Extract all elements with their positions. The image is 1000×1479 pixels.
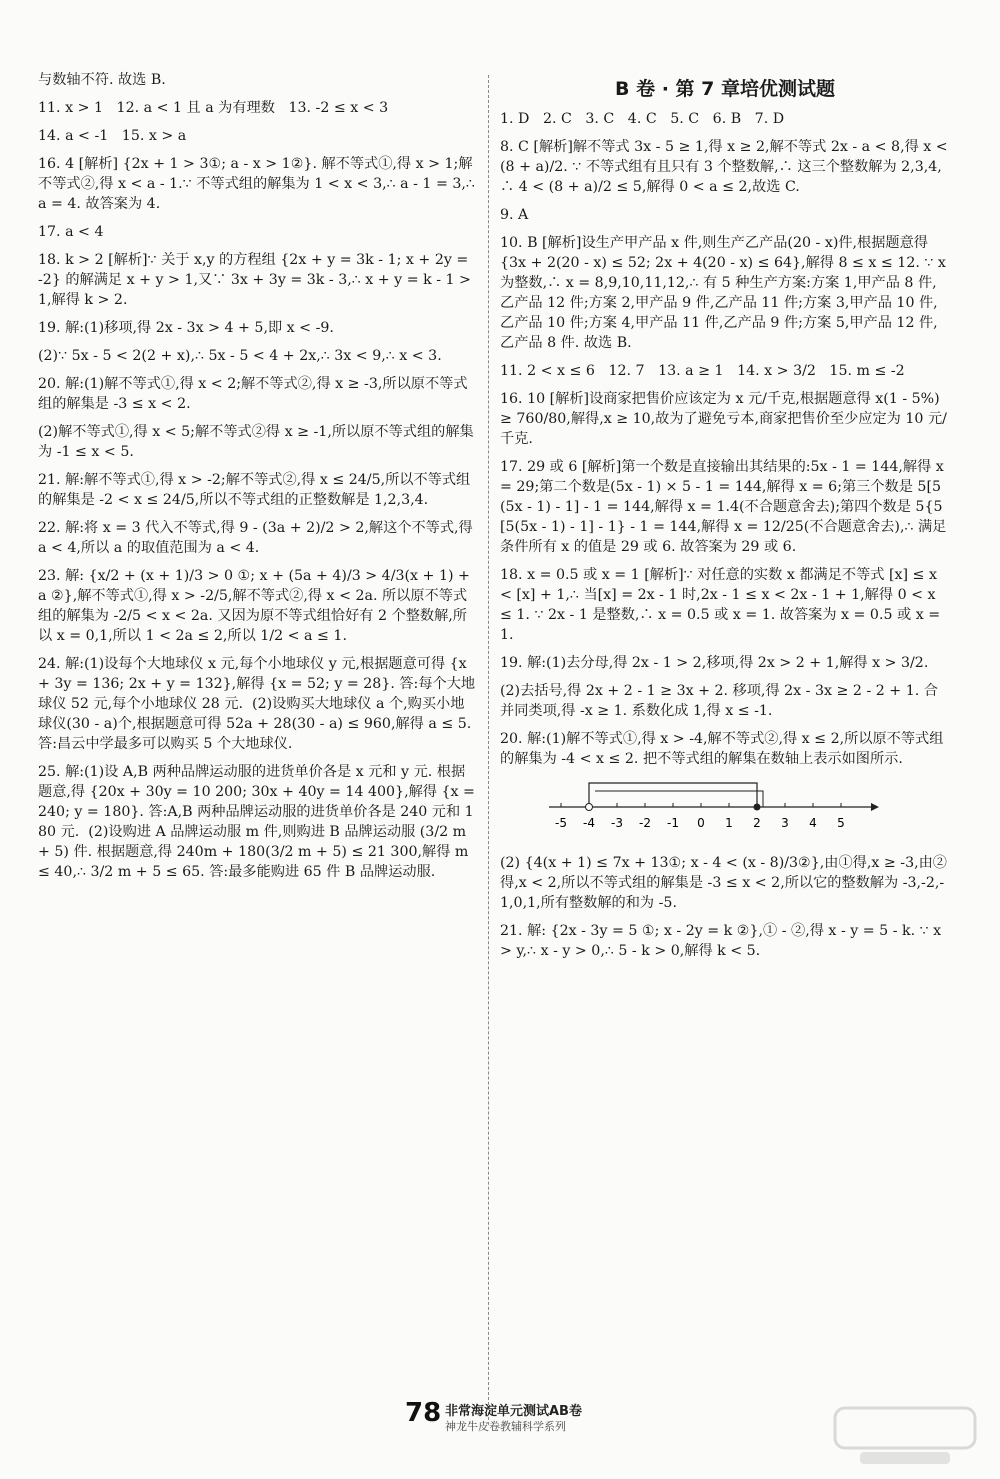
right-para: 1. D 2. C 3. C 4. C 5. C 6. B 7. D — [500, 111, 785, 127]
left-para: 21. 解:解不等式①,得 x > -2;解不等式②,得 x ≤ 24/5,所以不等式组的解集是 -2 < x ≤ 24/5,所以不等式组的正整数解是 1,2,3,4. — [38, 472, 471, 508]
number-line-tick-label: -1 — [667, 816, 679, 830]
right-para: 9. A — [500, 207, 529, 223]
number-line-tick-label: 5 — [837, 816, 845, 830]
left-para: 与数轴不符. 故选 B. — [38, 72, 166, 88]
section-title: B 卷 · 第 7 章培优测试题 — [615, 78, 835, 100]
number-line-tick-label: 0 — [697, 816, 705, 830]
page-number: 78 — [405, 1398, 442, 1428]
left-para: 11. x > 1 12. a < 1 且 a 为有理数 13. -2 ≤ x < 3 — [38, 100, 389, 116]
open-endpoint — [586, 804, 593, 811]
brand-series: 神龙牛皮卷教辅科学系列 — [445, 1420, 566, 1433]
left-para: 24. 解:(1)设每个大地球仪 x 元,每个小地球仪 y 元,根据题意可得 {x + 3y = 136; 2x + y = 132},解得 {x = 52; y = 28}. 答:每个大地球仪 52 元,每个小地球仪 28 元. (2)设购买大地球仪 a 个,购买小地球仪(30 - a)个,根据题意可得 52a + 28(30 - a) ≤ 960,解得 a ≤ 5. 答:昌云中学最多可以购买 5 个大地球仪. — [38, 656, 476, 752]
right-para: 11. 2 < x ≤ 6 12. 7 13. a ≥ 1 14. x > 3/2 15. m ≤ -2 — [500, 363, 905, 379]
left-para: 17. a < 4 — [38, 224, 104, 240]
number-line-svg — [545, 777, 885, 839]
left-column — [38, 70, 480, 890]
left-para: (2)∵ 5x - 5 < 2(2 + x),∴ 5x - 5 < 4 + 2x,∴ 3x < 9,∴ x < 3. — [38, 348, 442, 364]
right-para: (2) {4(x + 1) ≤ 7x + 13①; x - 4 < (x - 8)/3②},由①得,x ≥ -3,由②得,x < 2,所以不等式组的解集是 -3 ≤ x < 2,所以它的整数解为 -3,-2,-1,0,1,所有整数解的和为 -5. — [500, 855, 947, 911]
right-para: 16. 10 [解析]设商家把售价应该定为 x 元/千克,根据题意得 x(1 - 5%) ≥ 760/80,解得,x ≥ 10,故为了避免亏本,商家把售价至少应定为 10 元/千克. — [500, 391, 947, 447]
page-footer — [405, 1398, 605, 1440]
left-para: 16. 4 [解析] {2x + 1 > 3①; a - x > 1②}. 解不等式①,得 x > 1;解不等式②,得 x < a - 1.∵ 不等式组的解集为 1 < x < 3,∴ a - 1 = 3,∴ a = 4. 故答案为 4. — [38, 156, 480, 212]
number-line-range — [586, 783, 764, 811]
number-line-figure — [500, 777, 950, 839]
right-column — [500, 70, 953, 969]
left-para: 19. 解:(1)移项,得 2x - 3x > 4 + 5,即 x < -9. — [38, 320, 334, 336]
right-para: (2)去括号,得 2x + 2 - 1 ≥ 3x + 2. 移项,得 2x - 3x ≥ 2 - 2 + 1. 合并同类项,得 -x ≥ 1. 系数化成 1,得 x ≤ -1. — [500, 683, 938, 719]
number-line-tick-label: -3 — [611, 816, 623, 830]
left-para: 22. 解:将 x = 3 代入不等式,得 9 - (3a + 2)/2 > 2,解这个不等式,得 a < 4,所以 a 的取值范围为 a < 4. — [38, 520, 478, 556]
number-line-tick-label: 3 — [781, 816, 789, 830]
number-line-tick-label: 4 — [809, 816, 817, 830]
number-line-tick-label: 1 — [725, 816, 733, 830]
right-para: 10. B [解析]设生产甲产品 x 件,则生产乙产品(20 - x)件,根据题意得 {3x + 2(20 - x) ≤ 52; 2x + 4(20 - x) ≤ 64},解得 8 ≤ x ≤ 12. ∵ x 为整数,∴ x = 8,9,10,11,12,∴ 有 5 种生产方案:方案 1,甲产品 8 件,乙产品 12 件;方案 2,甲产品 9 件,乙产品 11 件;方案 3,甲产品 10 件,乙产品 10 件;方案 4,甲产品 11 件,乙产品 9 件;方案 5,甲产品 12 件,乙产品 8 件. 故选 B. — [500, 235, 951, 351]
right-para: 19. 解:(1)去分母,得 2x - 1 > 2,移项,得 2x > 2 + 1,解得 x > 3/2. — [500, 655, 929, 671]
closed-endpoint — [754, 804, 761, 811]
left-para: (2)解不等式①,得 x < 5;解不等式②得 x ≥ -1,所以原不等式组的解集为 -1 ≤ x < 5. — [38, 424, 474, 460]
watermark-logo — [830, 1400, 980, 1470]
solution-interval-inner — [595, 791, 763, 807]
right-para: 18. x = 0.5 或 x = 1 [解析]∵ 对任意的实数 x 都满足不等式 [x] ≤ x < [x] + 1,∴ 当[x] = 2x - 1 时,2x - 1 ≤ x < 2x - 1 + 1,解得 0 < x ≤ 1. ∵ 2x - 1 是整数,∴ x = 0.5 或 x = 1. 故答案为 x = 0.5 或 x = 1. — [500, 567, 945, 643]
brand-title: 非常海淀单元测试AB卷 — [445, 1404, 582, 1419]
left-para: 23. 解: {x/2 + (x + 1)/3 > 0 ①; x + (5a + 4)/3 > 4/3(x + 1) + a ②},解不等式①,得 x > -2/5,解不等式②,得 x < 2a. 所以原不等式组的解集为 -2/5 < x < 2a. 又因为原不等式组恰好有 2 个整数解,所以 x = 0,1,所以 1 < 2a ≤ 2,所以 1/2 < a ≤ 1. — [38, 568, 475, 644]
left-para: 25. 解:(1)设 A,B 两种品牌运动服的进货单价各是 x 元和 y 元. 根据题意,得 {20x + 30y = 10 200; 30x + 40y = 14 400},解得 {x = 240; y = 180}. 答:A,B 两种品牌运动服的进货单价各是 240 元和 180 元. (2)设购进 A 品牌运动服 m 件,则购进 B 品牌运动服 (3/2 m + 5) 件. 根据题意,得 240m + 180(3/2 m + 5) ≤ 21 300,解得 m ≤ 40,∴ 3/2 m + 5 ≤ 65. 答:最多能购进 65 件 B 品牌运动服. — [38, 764, 480, 880]
left-para: 14. a < -1 15. x > a — [38, 128, 187, 144]
left-para: 20. 解:(1)解不等式①,得 x < 2;解不等式②,得 x ≥ -3,所以原不等式组的解集是 -3 ≤ x < 2. — [38, 376, 468, 412]
number-line-tick-label: -2 — [639, 816, 651, 830]
number-line-tick-label: -4 — [583, 816, 595, 830]
right-para: 21. 解: {2x - 3y = 5 ①; x - 2y = k ②},① - ②,得 x - y = 5 - k. ∵ x > y,∴ x - y > 0,∴ 5 - k > 0,解得 k < 5. — [500, 923, 946, 959]
right-para: 8. C [解析]解不等式 3x - 5 ≥ 1,得 x ≥ 2,解不等式 2x - a < 8,得 x < (8 + a)/2. ∵ 不等式组有且只有 3 个整数解,∴ 这三个整数解为 2,3,4,∴ 4 < (8 + a)/2 ≤ 5,解得 0 < a ≤ 2,故选 C. — [500, 139, 953, 195]
number-line-arrow — [871, 803, 879, 811]
number-line-tick-label: -5 — [555, 816, 567, 830]
right-para: 20. 解:(1)解不等式①,得 x > -4,解不等式②,得 x ≤ 2,所以原不等式组的解集为 -4 < x ≤ 2. 把不等式组的解集在数轴上表示如图所示. — [500, 731, 944, 767]
right-para: 17. 29 或 6 [解析]第一个数是直接输出其结果的:5x - 1 = 144,解得 x = 29;第二个数是(5x - 1) × 5 - 1 = 144,解得 x = 6;第三个数是 5[5(5x - 1) - 1] - 1 = 144,解得 x = 1.4(不合题意舍去);第四个数是 5{5[5(5x - 1) - 1] - 1} - 1 = 144,解得 x = 12/25(不合题意舍去),∴ 满足条件所有 x 的值是 29 或 6. 故答案为 29 或 6. — [500, 459, 949, 555]
column-divider — [488, 75, 490, 1425]
number-line-tick-label: 2 — [753, 816, 761, 830]
left-para: 18. k > 2 [解析]∵ 关于 x,y 的方程组 {2x + y = 3k - 1; x + 2y = -2} 的解满足 x + y > 1,又∵ 3x + 3y = 3k - 3,∴ x + y = k - 1 > 1,解得 k > 2. — [38, 252, 476, 308]
